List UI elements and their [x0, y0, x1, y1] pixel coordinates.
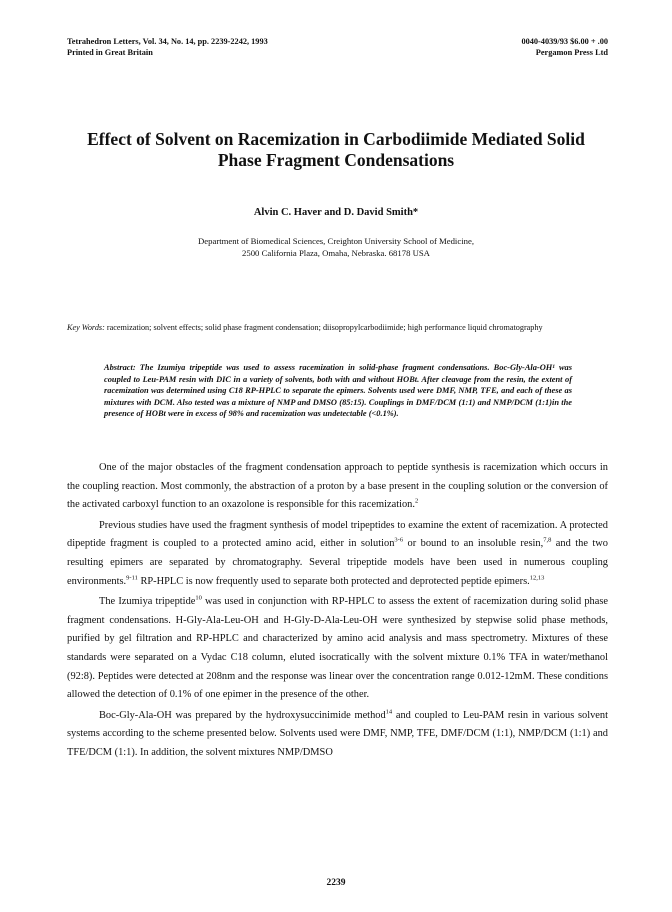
journal-citation: Tetrahedron Letters, Vol. 34, No. 14, pp. 2239-2242, 1993	[67, 37, 268, 46]
paper-title	[50, 129, 622, 170]
title-line-1: Effect of Solvent on Racemization in Carbodiimide Mediated Solid	[87, 129, 585, 149]
printed-location: Printed in Great Britain	[67, 47, 153, 57]
keywords	[67, 322, 607, 333]
abstract: Abstract: The Izumiya tripeptide was used to assess racemization in solid-phase fragment condensations. Boc-Gly-Ala-OH¹ was coupled to Leu-PAM resin with DIC in a variety of solvents, both with and without HOBt. After cleavage from the resin, the extent of racemization was determined using C18 RP-HPLC to separate the epimers. Solvents used were DMF, NMP, TFE, and each of these as mixtures with DCM. Also tested was a mixture of NMP and DMSO (85:15). Couplings in DMF/DCM (1:1) and NMP/DCM (1:1)in the presence of HOBt were in excess of 98% and racemization was undetectable (<0.1%).	[104, 363, 572, 419]
paragraph-1: One of the major obstacles of the fragment condensation approach to peptide synthesis is racemization which occurs in the coupling reaction. Most commonly, the abstraction of a proton by a base present in the coupling solution or the conversion of the activated carboxyl function to an oxazolone is responsible for this racemization.$^2$	[67, 462, 608, 511]
affiliation-line-2: 2500 California Plaza, Omaha, Nebraska. 68178 USA	[242, 247, 430, 258]
ref-superscript: 12,13	[529, 574, 545, 582]
paragraph-3: The Izumiya tripeptide$^{10}$ was used in conjunction with RP-HPLC to assess the extent of racemization during solid phase fragment condensations. H-Gly-Ala-Leu-OH and H-Gly-D-Ala-Leu-OH were synthesized by stepwise solid phase methods, purified by gel filtration and RP-HPLC and characterized by amino acid analysis and mass spectrometry. Mixtures of these standards were separated on a Vydac C18 column, eluted isocratically with the solvent mixture 0.1% TFA in water/methanol (92:8). Peptides were detected at 208nm and the response was linear over the concentration range 0.012-12mM. These conditions allowed the detection of 0.1% of one epimer in the presence of the other.	[67, 594, 608, 701]
ref-superscript: 3-6	[394, 536, 404, 544]
body-text	[67, 459, 608, 765]
price-code: 0040-4039/93 $6.00 + .00	[521, 37, 608, 46]
journal-header-right	[521, 37, 608, 58]
ref-superscript: 10	[195, 594, 202, 602]
ref-superscript: 2	[414, 497, 419, 505]
keywords-label: Key Words:	[67, 323, 105, 332]
authors: Alvin C. Haver and D. David Smith*	[253, 207, 419, 218]
ref-superscript: 7,8	[543, 536, 552, 544]
journal-header-left	[67, 37, 268, 58]
keywords-text: racemization; solvent effects; solid phase fragment condensation; diisopropylcarbodiimide; high performance liquid chromatography	[106, 323, 543, 332]
publisher: Pergamon Press Ltd	[535, 47, 608, 57]
ref-superscript: 14	[385, 708, 393, 716]
ref-superscript: 9-11	[126, 574, 138, 582]
paragraph-2: Previous studies have used the fragment synthesis of model tripeptides to examine the extent of racemization. A protected dipeptide fragment is coupled to a protected amino acid, either in solution$^{3-6}$ or bound to an insoluble resin,$^{7,8}$ and the two resulting epimers are separated by chromatography. Several tripeptide models have been used in numerous coupling environments.$^{9-11}$ RP-HPLC is now frequently used to separate both protected and deprotected peptide epimers.$^{12,13}$	[67, 519, 608, 587]
paragraph-4: Boc-Gly-Ala-OH was prepared by the hydroxysuccinimide method$^{14}$ and coupled to Leu-PAM resin in various solvent systems according to the scheme presented below. Solvents used were DMF, NMP, TFE, DMF/DCM (1:1), NMP/DCM (1:1) and TFE/DCM (1:1). In addition, the solvent mixtures NMP/DMSO	[67, 708, 608, 758]
affiliation	[0, 236, 672, 259]
affiliation-line-1: Department of Biomedical Sciences, Creighton University School of Medicine,	[197, 236, 474, 246]
page-number: 2239	[326, 878, 346, 888]
title-line-2: Phase Fragment Condensations	[217, 149, 455, 170]
